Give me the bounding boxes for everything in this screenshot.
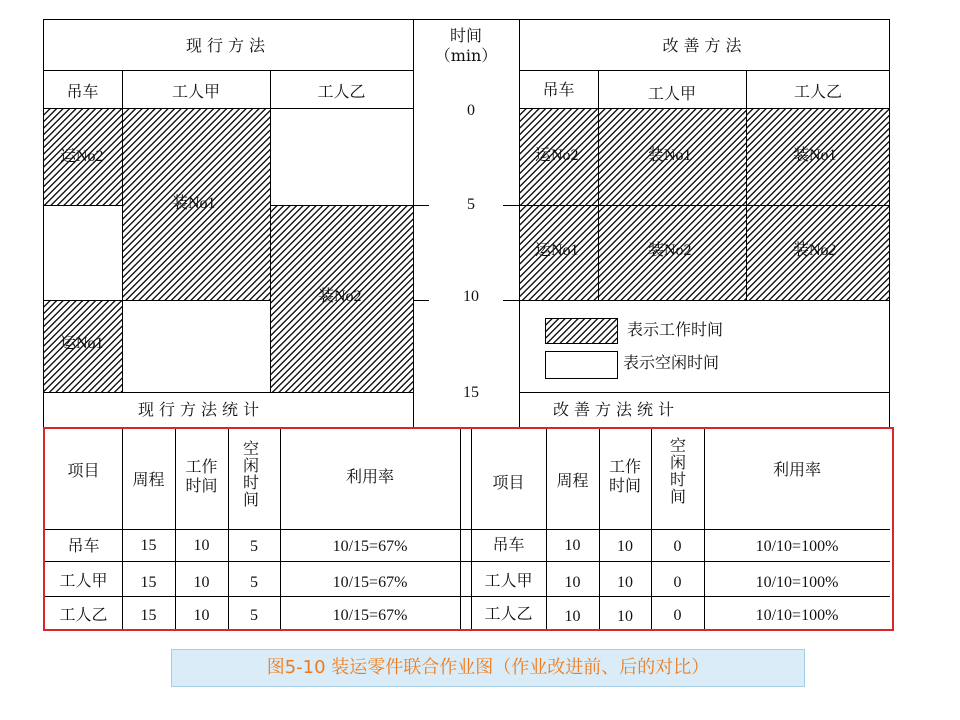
improved-row-1-cycle: 10 xyxy=(564,537,581,554)
improved-header-item: 项目 xyxy=(492,473,525,492)
current-method-title: 现行方法 xyxy=(185,36,270,55)
improved-worker-a-task-2: 装No2 xyxy=(648,242,692,259)
current-row-3-idle: 5 xyxy=(250,607,258,624)
improved-header-utilization: 利用率 xyxy=(772,460,821,479)
stats-double-line-1 xyxy=(460,429,461,629)
improved-header-idle-char-4: 间 xyxy=(669,487,686,506)
current-row-3-cycle: 15 xyxy=(140,607,157,624)
tick-mark-5-right xyxy=(503,205,519,206)
tick-mark-10-left xyxy=(413,300,429,301)
stats-row-1-bottom xyxy=(45,561,890,562)
improved-row-1-item: 吊车 xyxy=(492,535,525,554)
current-header-item: 项目 xyxy=(67,461,100,480)
improved-header-cycle: 周程 xyxy=(556,471,589,490)
column-header-worker-a: 工人甲 xyxy=(171,82,220,101)
current-header-utilization: 利用率 xyxy=(345,467,394,486)
time-tick-10: 10 xyxy=(463,288,479,305)
current-row-1-rate: 10/15=67% xyxy=(332,538,408,555)
improved-header-idle-char-3: 时 xyxy=(669,470,686,489)
time-axis-unit: （min） xyxy=(434,46,498,65)
current-crane-task-1: 运No2 xyxy=(60,148,104,165)
improved-crane-task-2: 运No1 xyxy=(535,242,579,259)
chart-bottom-line-right xyxy=(519,392,890,393)
improved-row-3-cycle: 10 xyxy=(564,608,581,625)
current-header-idle-char-4: 间 xyxy=(242,490,259,509)
current-worker-a-task: 装No1 xyxy=(172,195,216,212)
improved-row-1-work: 10 xyxy=(617,538,633,555)
current-row-1-cycle: 15 xyxy=(140,537,157,554)
legend-idle-swatch xyxy=(545,351,618,379)
column-header-worker-a-improved: 工人甲 xyxy=(647,84,696,103)
current-header-work-1: 工作 xyxy=(185,457,218,476)
current-row-1-work: 10 xyxy=(193,537,210,554)
legend-idle-label: 表示空闲时间 xyxy=(623,353,720,372)
current-worker-b-task: 装No2 xyxy=(318,288,362,305)
improved-row-2-idle: 0 xyxy=(673,574,682,591)
current-worker-b-idle-block xyxy=(270,108,414,206)
column-header-crane: 吊车 xyxy=(66,82,99,101)
improved-row-3-item: 工人乙 xyxy=(484,604,533,623)
improved-stats-title: 改善方法统计 xyxy=(553,400,680,419)
current-header-idle xyxy=(241,440,261,508)
stats-row-2-bottom xyxy=(45,596,890,597)
current-row-2-work: 10 xyxy=(193,574,210,591)
tick-mark-10-right xyxy=(503,300,519,301)
improved-row-3-idle: 0 xyxy=(673,607,682,624)
current-row-3-work: 10 xyxy=(193,607,210,624)
improved-header-idle-char-2: 闲 xyxy=(669,453,686,472)
column-header-worker-b: 工人乙 xyxy=(317,82,366,101)
improved-header-work-2: 时间 xyxy=(608,476,641,495)
current-row-1-item: 吊车 xyxy=(67,536,100,555)
current-header-idle-char-2: 闲 xyxy=(242,456,259,475)
figure-caption: 图5-10 装运零件联合作业图（作业改进前、后的对比） xyxy=(171,649,805,687)
column-header-crane-improved: 吊车 xyxy=(542,80,575,99)
current-header-work-2: 时间 xyxy=(185,476,218,495)
improved-header-idle xyxy=(668,437,688,505)
stats-header-bottom xyxy=(45,529,890,530)
current-row-3-item: 工人乙 xyxy=(59,605,108,624)
improved-crane-task-1: 运No2 xyxy=(535,147,579,164)
time-tick-5: 5 xyxy=(467,196,475,213)
current-header-idle-char-3: 时 xyxy=(242,473,259,492)
current-row-2-cycle: 15 xyxy=(140,574,157,591)
improved-row-2-work: 10 xyxy=(617,574,633,591)
improved-worker-a-task-1: 装No1 xyxy=(648,147,692,164)
current-row-2-idle: 5 xyxy=(250,574,258,591)
current-row-2-item: 工人甲 xyxy=(59,571,108,590)
current-row-1-idle: 5 xyxy=(250,538,258,555)
current-header-cycle: 周程 xyxy=(132,470,165,489)
improved-row-2-rate: 10/10=100% xyxy=(755,574,839,591)
stats-double-line-2 xyxy=(471,429,472,629)
improved-row-2-item: 工人甲 xyxy=(484,571,533,590)
improved-row-3-rate: 10/10=100% xyxy=(755,607,839,624)
column-header-worker-b-improved: 工人乙 xyxy=(793,82,842,101)
improved-worker-b-task-2: 装No2 xyxy=(793,242,837,259)
stats-improved-col-4 xyxy=(704,429,705,629)
improved-worker-b-task-1: 装No1 xyxy=(793,147,837,164)
current-row-3-rate: 10/15=67% xyxy=(332,607,408,624)
current-stats-title: 现行方法统计 xyxy=(138,400,265,419)
legend-work-swatch xyxy=(545,318,618,344)
current-crane-idle-block xyxy=(43,205,123,301)
stats-improved-col-3 xyxy=(651,429,652,629)
improved-header-work-1: 工作 xyxy=(608,457,641,476)
tick-mark-5-left xyxy=(413,205,429,206)
header-divider xyxy=(43,70,413,71)
header-divider-right xyxy=(519,70,890,71)
stats-current-col-4 xyxy=(280,429,281,629)
current-worker-a-idle-block xyxy=(122,300,271,393)
legend-work-label: 表示工作时间 xyxy=(627,320,724,339)
current-header-idle-char-1: 空 xyxy=(242,439,259,458)
improved-row-1-idle: 0 xyxy=(673,538,682,555)
stats-current-col-3 xyxy=(228,429,229,629)
time-tick-15: 15 xyxy=(463,384,479,401)
time-tick-0: 0 xyxy=(467,102,475,119)
improved-row-2-cycle: 10 xyxy=(564,574,581,591)
improved-header-idle-char-1: 空 xyxy=(669,436,686,455)
improved-method-title: 改善方法 xyxy=(662,36,747,55)
current-crane-task-2: 运No1 xyxy=(60,335,104,352)
improved-row-1-rate: 10/10=100% xyxy=(755,538,839,555)
improved-row-3-work: 10 xyxy=(617,608,633,625)
stats-current-col-1 xyxy=(122,429,123,629)
stats-improved-col-1 xyxy=(546,429,547,629)
top-border xyxy=(43,19,890,20)
time-axis-title: 时间 xyxy=(449,26,482,45)
current-row-2-rate: 10/15=67% xyxy=(332,574,408,591)
